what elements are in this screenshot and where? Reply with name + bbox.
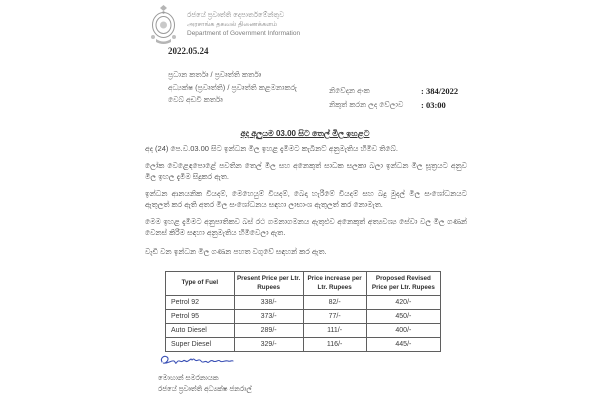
- issued-time-value: : 03:00: [421, 100, 446, 110]
- paragraph: මෙම ඉහළ දැමීමට අනුපාතිකව බස් රථ ගමනාගමනය ඇතුළුව අනෙකුත් අත්‍යවශ්‍ය සේවා වල මිල ගණන් වෙනස් කිරීම සඳහා අනුමැතිය හිමිවෙලා ඇත.: [145, 217, 467, 237]
- present-price-cell: 338/-: [234, 296, 303, 310]
- paragraph: අද (24) පෙ.ව.03.00 සිට ඉන්ධන මිල ඉහළ දැමීමට කැබිනට් අනුමැතිය හිමිව තිබේ.: [145, 144, 398, 153]
- header-proposed-price: Proposed Revised Price per Ltr. Rupees: [366, 272, 440, 296]
- recipient-line: අධ්‍යක්ෂ (ප්‍රවෘත්ති) / ප්‍රවෘත්ති කළමනාකරු: [168, 82, 297, 92]
- header-price-increase: Price increase per Ltr. Rupees: [303, 272, 366, 296]
- letterhead: [147, 4, 300, 44]
- department-name-tamil: அரசாங்க தகவல் திணைக்களம்: [187, 21, 278, 28]
- fuel-type-cell: Auto Diesel: [166, 324, 235, 338]
- recipient-list: [168, 69, 297, 107]
- signatory-title: රජයේ ප්‍රවෘත්ති අධ්‍යක්ෂ ජනරාල්: [158, 386, 252, 393]
- present-price-cell: 329/-: [234, 338, 303, 352]
- table-row: [166, 296, 441, 310]
- department-name-sinhala: රජයේ ප්‍රවෘත්ති දෙපාර්තමේන්තුව: [187, 12, 285, 19]
- national-emblem-icon: [147, 4, 180, 44]
- notice-number-label: නිවේදන අංක: [329, 86, 370, 95]
- recipient-line: වෙබ් අඩවි කර්තෘ: [168, 95, 223, 104]
- letter-body: [145, 143, 467, 263]
- department-name-block: [187, 4, 300, 38]
- fuel-price-table: [165, 271, 441, 352]
- header-type-of-fuel: Type of Fuel: [166, 272, 235, 296]
- fuel-type-cell: Petrol 92: [166, 296, 235, 310]
- paragraph: ඉන්ධන ආනයනික වියදම්, මෙහෙයුම් වියදම්, බෙදා හැරීමේ වියදම් සහ බදු මුදල් මිල සංශෝධනයට ඇතුලත් කර ඇති අතර මිල සංශෝධනය සඳහා ලාභාංශ ඇතුලත් කර නොමැත.: [145, 189, 467, 209]
- headline: අද අලුයම 03.00 සිට තෙල් මිල ඉහළට: [240, 129, 370, 138]
- signature-block: [158, 352, 252, 395]
- issued-time-row: [329, 98, 469, 112]
- fuel-type-cell: Super Diesel: [166, 338, 235, 352]
- table-row: [166, 310, 441, 324]
- paragraph: ලෝක වෙළෙඳපොළේ පවතින තෙල් මිල සහ අනෙකුත් සාධක සලකා බලා ඉන්ධන මිල සූත්‍රයට අනුව මිල ඉහල දැමීම සිදුකර ඇත.: [145, 161, 467, 181]
- price-increase-cell: 82/-: [303, 296, 366, 310]
- proposed-price-cell: 420/-: [366, 296, 440, 310]
- table-intro-line: වැඩි වන ඉන්ධන මිල ගණන පහත වගුවේ සඳහන් කර ඇත.: [145, 247, 327, 256]
- price-increase-cell: 116/-: [303, 338, 366, 352]
- notice-number-row: [329, 84, 469, 98]
- proposed-price-cell: 450/-: [366, 310, 440, 324]
- proposed-price-cell: 445/-: [366, 338, 440, 352]
- letter-date: 2022.05.24: [168, 46, 209, 56]
- present-price-cell: 289/-: [234, 324, 303, 338]
- table-row: [166, 338, 441, 352]
- signatory-name: මොහාන් සමරනායක: [158, 375, 219, 382]
- present-price-cell: 373/-: [234, 310, 303, 324]
- notice-meta: [329, 84, 469, 112]
- fuel-type-cell: Petrol 95: [166, 310, 235, 324]
- table-header-row: [166, 272, 441, 296]
- issued-time-label: නිකුත් කරන ලද වේලාව: [329, 100, 404, 109]
- header-present-price: Present Price per Ltr. Rupees: [234, 272, 303, 296]
- signature-scrawl-icon: [158, 352, 236, 372]
- price-increase-cell: 111/-: [303, 324, 366, 338]
- notice-number-value: : 384/2022: [421, 86, 459, 96]
- recipient-line: ප්‍රධාන කර්තෘ / ප්‍රවෘත්ති කර්තෘ: [168, 70, 262, 79]
- price-increase-cell: 77/-: [303, 310, 366, 324]
- department-name-english: Department of Government Information: [187, 30, 301, 37]
- proposed-price-cell: 400/-: [366, 324, 440, 338]
- table-row: [166, 324, 441, 338]
